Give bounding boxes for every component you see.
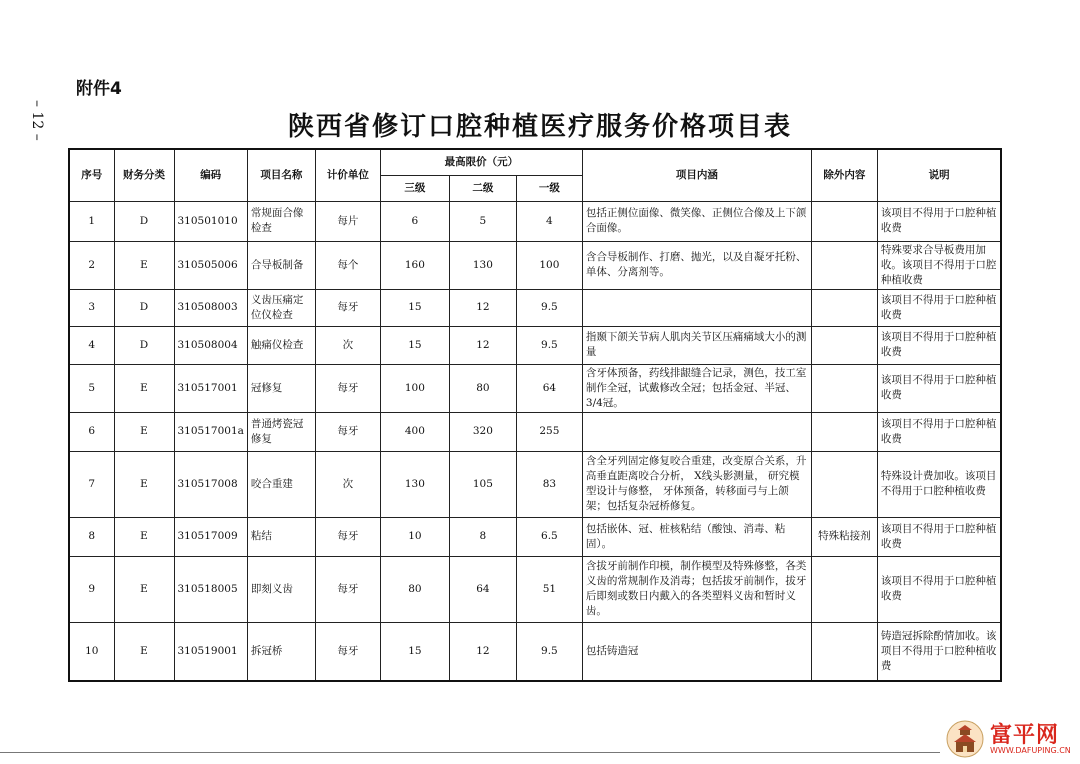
cell-price-level1: 6.5 bbox=[516, 517, 582, 556]
page-title: 陕西省修订口腔种植医疗服务价格项目表 bbox=[287, 112, 792, 142]
cell-price-level3: 15 bbox=[380, 289, 449, 326]
table-row bbox=[69, 201, 1001, 241]
cell-unit: 每牙 bbox=[315, 364, 380, 412]
logo-brand-text: 富平网 bbox=[990, 723, 1060, 748]
cell-category: D bbox=[114, 289, 174, 326]
cell-price-level2: 64 bbox=[449, 556, 516, 622]
cell-unit: 每牙 bbox=[315, 622, 380, 681]
cell-note: 该项目不得用于口腔种植收费 bbox=[877, 517, 1001, 556]
cell-price-level1: 9.5 bbox=[516, 326, 582, 364]
cell-price-level3: 10 bbox=[380, 517, 449, 556]
cell-note: 特殊设计费加收。该项目不得用于口腔种植收费 bbox=[877, 451, 1001, 517]
cell-price-level1: 4 bbox=[516, 201, 582, 241]
table-row bbox=[69, 622, 1001, 681]
cell-seq: 5 bbox=[69, 364, 114, 412]
cell-content: 含牙体预备，药线排龈缝合记录，测色，技工室制作全冠，试戴修改全冠；包括金冠、半冠、3/4冠。 bbox=[582, 364, 811, 412]
cell-excluded bbox=[811, 364, 877, 412]
cell-note: 铸造冠拆除酌情加收。该项目不得用于口腔种植收费 bbox=[877, 622, 1001, 681]
cell-name: 合导板制备 bbox=[247, 241, 315, 289]
cell-unit: 每牙 bbox=[315, 289, 380, 326]
cell-content: 包括正侧位面像、微笑像、正侧位合像及上下颌合面像。 bbox=[582, 201, 811, 241]
cell-content: 含全牙列固定修复咬合重建，改变原合关系，升高垂直距离咬合分析， X线头影测量， 研究模型设计与修整， 牙体预备，转移面弓与上颌架；包括复杂冠桥修复。 bbox=[582, 451, 811, 517]
page-number: – 12 – bbox=[29, 100, 45, 141]
cell-category: E bbox=[114, 451, 174, 517]
tower-emblem-icon bbox=[946, 720, 984, 758]
cell-note: 该项目不得用于口腔种植收费 bbox=[877, 556, 1001, 622]
cell-price-level1: 9.5 bbox=[516, 622, 582, 681]
cell-price-level3: 160 bbox=[380, 241, 449, 289]
cell-seq: 3 bbox=[69, 289, 114, 326]
cell-unit: 每牙 bbox=[315, 517, 380, 556]
cell-price-level3: 15 bbox=[380, 326, 449, 364]
cell-price-level2: 12 bbox=[449, 289, 516, 326]
header-content: 项目内涵 bbox=[582, 149, 811, 201]
cell-seq: 1 bbox=[69, 201, 114, 241]
table-row bbox=[69, 241, 1001, 289]
cell-code: 310508003 bbox=[174, 289, 247, 326]
cell-name: 冠修复 bbox=[247, 364, 315, 412]
cell-excluded bbox=[811, 622, 877, 681]
table-row bbox=[69, 517, 1001, 556]
cell-price-level1: 51 bbox=[516, 556, 582, 622]
cell-seq: 9 bbox=[69, 556, 114, 622]
cell-price-level2: 80 bbox=[449, 364, 516, 412]
cell-code: 310517008 bbox=[174, 451, 247, 517]
cell-seq: 8 bbox=[69, 517, 114, 556]
cell-code: 310517001 bbox=[174, 364, 247, 412]
cell-name: 即刻义齿 bbox=[247, 556, 315, 622]
cell-price-level2: 5 bbox=[449, 201, 516, 241]
cell-price-level2: 320 bbox=[449, 412, 516, 451]
cell-price-level3: 400 bbox=[380, 412, 449, 451]
cell-note: 该项目不得用于口腔种植收费 bbox=[877, 412, 1001, 451]
header-name: 项目名称 bbox=[247, 149, 315, 201]
cell-code: 310519001 bbox=[174, 622, 247, 681]
cell-unit: 每牙 bbox=[315, 412, 380, 451]
site-logo bbox=[946, 718, 1076, 760]
table-row bbox=[69, 451, 1001, 517]
cell-unit: 每牙 bbox=[315, 556, 380, 622]
cell-note: 该项目不得用于口腔种植收费 bbox=[877, 201, 1001, 241]
cell-price-level3: 15 bbox=[380, 622, 449, 681]
cell-unit: 次 bbox=[315, 451, 380, 517]
cell-content bbox=[582, 412, 811, 451]
cell-excluded bbox=[811, 451, 877, 517]
cell-category: D bbox=[114, 201, 174, 241]
header-level1: 一级 bbox=[516, 175, 582, 201]
cell-price-level2: 12 bbox=[449, 622, 516, 681]
cell-content: 包括铸造冠 bbox=[582, 622, 811, 681]
header-category: 财务分类 bbox=[114, 149, 174, 201]
table-row bbox=[69, 364, 1001, 412]
cell-price-level1: 9.5 bbox=[516, 289, 582, 326]
table-row bbox=[69, 326, 1001, 364]
cell-excluded bbox=[811, 556, 877, 622]
cell-price-level2: 130 bbox=[449, 241, 516, 289]
header-excluded: 除外内容 bbox=[811, 149, 877, 201]
cell-category: E bbox=[114, 241, 174, 289]
cell-price-level1: 64 bbox=[516, 364, 582, 412]
cell-code: 310517001a bbox=[174, 412, 247, 451]
cell-category: D bbox=[114, 326, 174, 364]
cell-price-level2: 8 bbox=[449, 517, 516, 556]
cell-code: 310501010 bbox=[174, 201, 247, 241]
cell-note: 特殊要求合导板费用加收。该项目不得用于口腔种植收费 bbox=[877, 241, 1001, 289]
cell-name: 触痛仪检查 bbox=[247, 326, 315, 364]
cell-excluded bbox=[811, 289, 877, 326]
cell-code: 310505006 bbox=[174, 241, 247, 289]
cell-price-level3: 6 bbox=[380, 201, 449, 241]
cell-code: 310517009 bbox=[174, 517, 247, 556]
header-seq: 序号 bbox=[69, 149, 114, 201]
table-row bbox=[69, 412, 1001, 451]
cell-code: 310518005 bbox=[174, 556, 247, 622]
cell-name: 拆冠桥 bbox=[247, 622, 315, 681]
cell-price-level1: 255 bbox=[516, 412, 582, 451]
cell-name: 粘结 bbox=[247, 517, 315, 556]
cell-code: 310508004 bbox=[174, 326, 247, 364]
cell-price-level1: 100 bbox=[516, 241, 582, 289]
cell-excluded bbox=[811, 412, 877, 451]
cell-name: 普通烤瓷冠修复 bbox=[247, 412, 315, 451]
table-row bbox=[69, 556, 1001, 622]
cell-note: 该项目不得用于口腔种植收费 bbox=[877, 326, 1001, 364]
cell-price-level3: 130 bbox=[380, 451, 449, 517]
cell-name: 义齿压痛定位仪检查 bbox=[247, 289, 315, 326]
cell-excluded bbox=[811, 326, 877, 364]
cell-content: 指颞下颌关节病人肌肉关节区压痛痛域大小的测量 bbox=[582, 326, 811, 364]
header-note: 说明 bbox=[877, 149, 1001, 201]
cell-category: E bbox=[114, 622, 174, 681]
header-code: 编码 bbox=[174, 149, 247, 201]
cell-unit: 每片 bbox=[315, 201, 380, 241]
cell-category: E bbox=[114, 412, 174, 451]
cell-seq: 10 bbox=[69, 622, 114, 681]
cell-note: 该项目不得用于口腔种植收费 bbox=[877, 289, 1001, 326]
header-level2: 二级 bbox=[449, 175, 516, 201]
cell-content: 包括嵌体、冠、桩核粘结（酸蚀、消毒、粘固）。 bbox=[582, 517, 811, 556]
cell-category: E bbox=[114, 517, 174, 556]
header-level3: 三级 bbox=[380, 175, 449, 201]
header-max-price: 最高限价（元） bbox=[380, 149, 582, 175]
cell-price-level3: 80 bbox=[380, 556, 449, 622]
cell-unit: 次 bbox=[315, 326, 380, 364]
cell-price-level2: 105 bbox=[449, 451, 516, 517]
cell-unit: 每个 bbox=[315, 241, 380, 289]
cell-name: 常规面合像检查 bbox=[247, 201, 315, 241]
footer-rule bbox=[0, 752, 940, 753]
logo-url-text: WWW.DAFUPING.CN bbox=[990, 746, 1071, 755]
cell-price-level1: 83 bbox=[516, 451, 582, 517]
cell-content: 含拔牙前制作印模，制作模型及特殊修整，各类义齿的常规制作及消毒；包括拔牙前制作，拔牙后即刻或数日内戴入的各类塑料义齿和暂时义齿。 bbox=[582, 556, 811, 622]
header-unit: 计价单位 bbox=[315, 149, 380, 201]
cell-category: E bbox=[114, 364, 174, 412]
cell-category: E bbox=[114, 556, 174, 622]
cell-content: 含合导板制作、打磨、抛光，以及自凝牙托粉、单体、分离剂等。 bbox=[582, 241, 811, 289]
cell-seq: 6 bbox=[69, 412, 114, 451]
cell-seq: 7 bbox=[69, 451, 114, 517]
cell-price-level2: 12 bbox=[449, 326, 516, 364]
cell-seq: 2 bbox=[69, 241, 114, 289]
cell-name: 咬合重建 bbox=[247, 451, 315, 517]
cell-excluded: 特殊粘接剂 bbox=[811, 517, 877, 556]
table-row bbox=[69, 289, 1001, 326]
price-table bbox=[68, 148, 1002, 682]
attachment-label: 附件4 bbox=[76, 79, 122, 99]
cell-content bbox=[582, 289, 811, 326]
cell-price-level3: 100 bbox=[380, 364, 449, 412]
cell-seq: 4 bbox=[69, 326, 114, 364]
cell-note: 该项目不得用于口腔种植收费 bbox=[877, 364, 1001, 412]
cell-excluded bbox=[811, 201, 877, 241]
cell-excluded bbox=[811, 241, 877, 289]
